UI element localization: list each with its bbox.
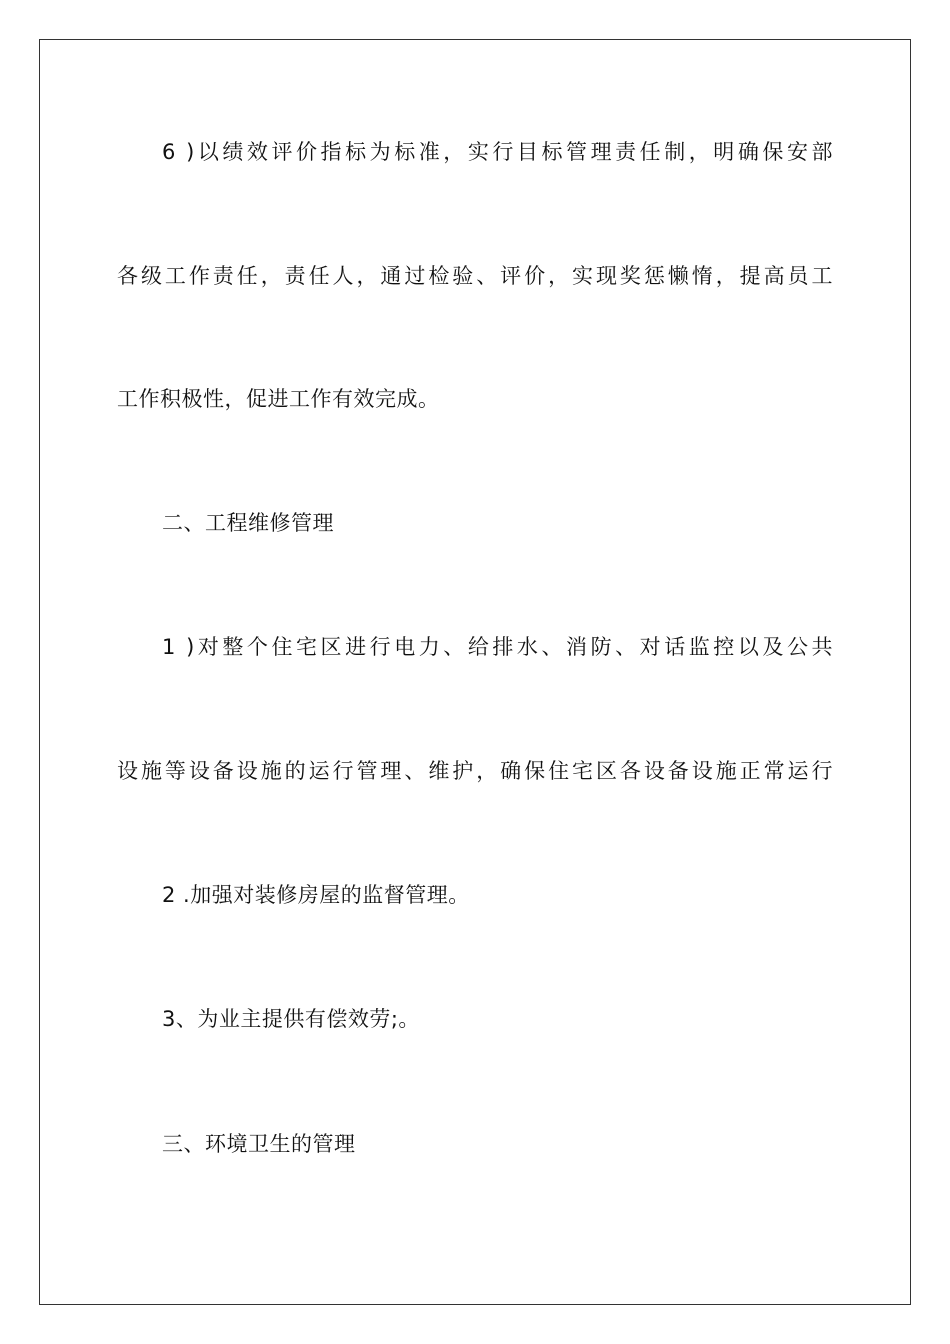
section-heading-engineering: 二、工程维修管理 [162, 511, 334, 535]
paragraph-line-7: 2 .加强对装修房屋的监督管理。 [162, 883, 470, 907]
section-heading-sanitation: 三、环境卫生的管理 [162, 1132, 356, 1156]
paragraph-line-8: 3、为业主提供有偿效劳;。 [162, 1007, 420, 1031]
paragraph-line-1: 6 )以绩效评价指标为标准，实行目标管理责任制，明确保安部 [162, 140, 833, 164]
paragraph-line-3: 工作积极性，促进工作有效完成。 [117, 387, 440, 411]
paragraph-line-5: 1 )对整个住宅区进行电力、给排水、消防、对话监控以及公共 [162, 635, 833, 659]
page-border [39, 39, 911, 1305]
paragraph-line-6: 设施等设备设施的运行管理、维护，确保住宅区各设备设施正常运行 [117, 759, 833, 783]
paragraph-line-2: 各级工作责任，责任人，通过检验、评价，实现奖惩懒惰，提高员工 [117, 264, 833, 288]
